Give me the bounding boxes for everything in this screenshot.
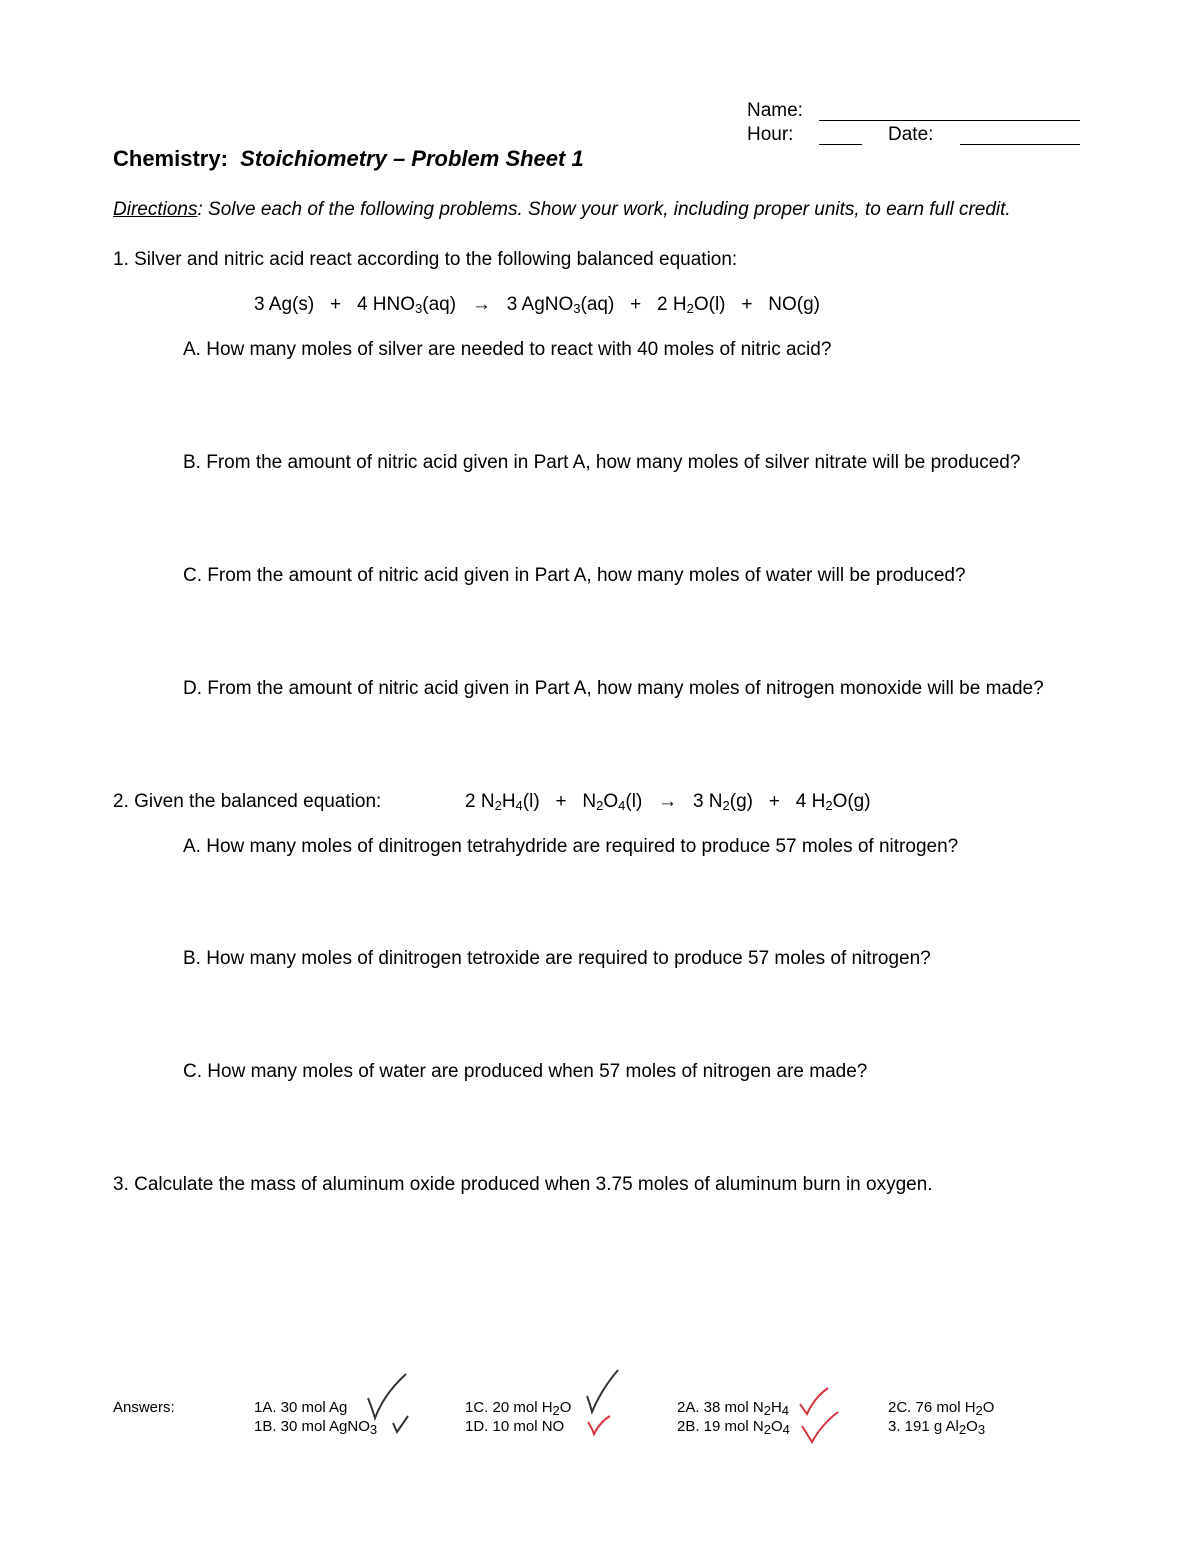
answer-1a: 1A. 30 mol Ag <box>254 1399 348 1416</box>
problem-1d: D. From the amount of nitric acid given in Part A, how many moles of nitrogen monoxide will be made? <box>183 678 1044 699</box>
directions <box>113 199 1011 221</box>
problem-3: 3. Calculate the mass of aluminum oxide produced when 3.75 moles of aluminum burn in oxygen. <box>113 1174 933 1195</box>
problem-1-equation: 3 Ag(s) + 4 $HNO_3(aq) \to 3$ AgNO$_3$(aq) + 2 $H_2O(l) + NO(g)$ <box>254 294 821 316</box>
problem-2c: C. How many moles of water are produced when 57 moles of nitrogen are made? <box>183 1061 868 1082</box>
directions-text: : Solve each of the following problems. Show your work, including proper units, to earn full credit. <box>197 199 1011 220</box>
check-mark-icon <box>586 1414 612 1436</box>
answer-2b: 2B. 19 mol $N_2O_4$ <box>677 1418 790 1437</box>
date-label: Date: <box>888 124 934 145</box>
answer-2c: 2C. 76 mol $H_2O$ <box>888 1399 995 1418</box>
directions-label: Directions <box>113 199 198 220</box>
hour-label: Hour: <box>747 124 794 145</box>
answer-3: 3. 191 g $Al_2O_3$ <box>888 1418 986 1437</box>
answer-2a: 2A. 38 mol $N_2H_4$ <box>677 1399 790 1418</box>
page-topic: Stoichiometry – Problem Sheet 1 <box>240 146 584 171</box>
check-mark-icon <box>585 1368 621 1414</box>
check-mark-icon <box>392 1414 410 1434</box>
answer-1b: 1B. 30 mol AgNO$_3$ <box>254 1418 378 1437</box>
problem-1c: C. From the amount of nitric acid given in Part A, how many moles of water will be produced? <box>183 565 966 586</box>
problem-1-prompt: 1. Silver and nitric acid react according to the following balanced equation: <box>113 249 738 270</box>
problem-1b: B. From the amount of nitric acid given in Part A, how many moles of silver nitrate will be produced? <box>183 452 1021 473</box>
problem-1a: A. How many moles of silver are needed to react with 40 moles of nitric acid? <box>183 339 832 360</box>
check-mark-icon <box>800 1410 840 1444</box>
page-title: Chemistry: Stoichiometry – Problem Sheet 1 <box>113 146 584 171</box>
problem-2-prompt: 2. Given the balanced equation: <box>113 791 382 812</box>
problem-2b: B. How many moles of dinitrogen tetroxide are required to produce 57 moles of nitrogen? <box>183 948 931 969</box>
answer-1c: 1C. 20 mol $H_2O$ <box>465 1399 572 1418</box>
hour-field[interactable] <box>819 126 862 145</box>
date-field[interactable] <box>960 126 1080 145</box>
name-field[interactable] <box>819 102 1080 121</box>
answers-label: Answers: <box>113 1399 175 1416</box>
problem-2a: A. How many moles of dinitrogen tetrahydride are required to produce 57 moles of nitrogen? <box>183 836 959 857</box>
name-label: Name: <box>747 100 803 121</box>
answer-1d: 1D. 10 mol NO <box>465 1418 565 1435</box>
problem-2-equation: 2 $N_2H_4(l) + N_2O_4(l) \to 3$ $N_2(g) + 4$ $H_2O(g)$ <box>465 791 871 813</box>
